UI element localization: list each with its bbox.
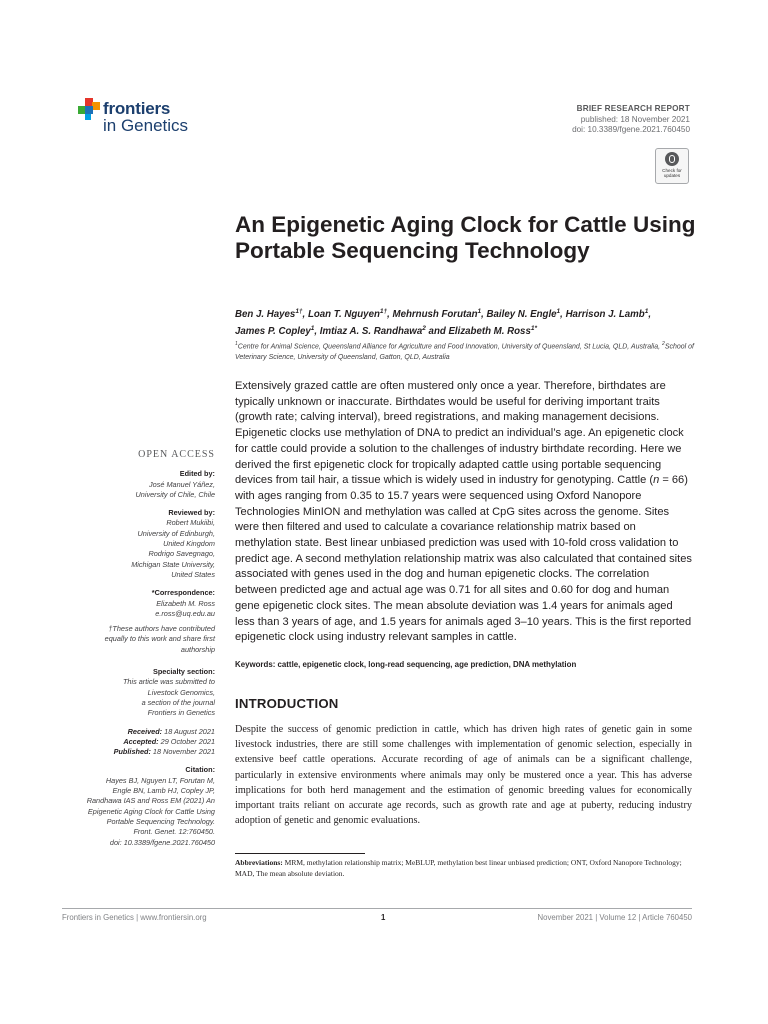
citation-text-line: Front. Genet. 12:760450. [133,827,215,837]
correspondence-heading: *Correspondence: [151,588,215,598]
check-label-1: Check for [662,168,682,173]
article-title: An Epigenetic Aging Clock for Cattle Using Portable Sequencing Technology [235,212,696,263]
correspondence-info-line: Elizabeth M. Ross [156,598,215,608]
reviewer-list-line: United States [171,569,215,579]
received-value: 18 August 2021 [162,726,215,736]
accepted-label: Accepted: [123,736,159,746]
author-affil-sup: 1 [556,308,561,315]
keywords: Keywords: cattle, epigenetic clock, long-read sequencing, age prediction, DNA methylation [235,660,577,669]
specialty-info-line: This article was submitted to [122,677,215,687]
correspondence-info[interactable] [60,599,215,620]
introduction-text: Despite the success of genomic prediction in cattle, which has driven high rates of genetic gain in some livestock industries, there are still some challenges with implementation of genomic selection, especially in extensive beef cattle operations. Accurate recording of age of animals can be a significant challenge, particularly in extensive environments where animals may only be mustered once a year. This has adverse implications for both herd management and the estimation of genomic breeding values for economically important traits reliant on accurate age records, such as growth rate and age at puberty, reducing industry adoption of genetic and genomic evaluations. [235,724,692,827]
citation-text [60,776,215,848]
author-affil-sup: 1 [310,325,315,333]
correspondence-info-line: e.ross@uq.edu.au [155,608,215,618]
citation-text-line: Epigenetic Aging Clock for Cattle Using [87,806,215,816]
footer-journal[interactable]: Frontiers in Genetics | www.frontiersin.org [62,913,207,922]
abstract-n: n [653,474,660,487]
reviewer-list-line: Robert Mukiibi, [166,518,215,528]
introduction-heading: INTRODUCTION [235,696,339,711]
contribution-note-line: equally to this work and share first [104,634,215,644]
published-value: 18 November 2021 [150,747,215,757]
footnote-rule [235,853,365,854]
contribution-note-line: †These authors have contributed [108,624,215,634]
contribution-note-line: authorship [180,644,215,654]
check-for-updates-badge[interactable] [655,148,689,184]
received-label: Received: [127,726,163,736]
doi[interactable]: doi: 10.3389/fgene.2021.760450 [572,125,690,134]
logo-journal-name: in Genetics [103,116,189,135]
editor-list-line: University of Chile, Chile [135,489,215,499]
reviewer-list-line: Rodrigo Savegnago, [148,549,215,559]
article-header-info [572,104,690,136]
author-name[interactable]: Loan T. Nguyen [307,309,380,321]
abstract-part-2: = 66) with ages ranging from 0.35 to 15.7 years were sequenced using Oxford Nanopore Technologies MinION and methylation was called at CpG sites across the genome. Sites were then filtered and used to calculate a covariance relationship matrix based on methylation state. Best linear unbiased prediction was used with 10-fold cross validation to predict age. A second methylation relationship matrix was also calculated that contained sites associated with genes used in the dog and human epigenetic clocks. The correlation between predicted age and actual age was 0.71 for all sites and 0.60 for dog and human gene epigenetic clock sites. The mean absolute deviation was 1.4 years for animals aged less than 3 years of age, and 1.5 years for animals aged 3–10 years. This is the first reported epigenetic clock using industry relevant samples in cattle. [235,474,692,644]
affiliation-1: Centre for Animal Science, Queensland Alliance for Agriculture and Food Innovation, University of Queensland, St Lucia, QLD, Australia, [237,343,661,351]
published-label: Published: [113,747,151,757]
reviewer-list [60,518,215,580]
author-name[interactable]: Mehrnush Forutan [392,309,478,321]
frontiers-logo-icon [78,98,100,122]
affiliation-2: School of Veterinary Science, University of Queensland, Gatton, QLD, Australia [235,343,694,362]
specialty-heading: Specialty section: [152,667,215,677]
citation-text-line: Engle BN, Lamb HJ, Copley JP, [112,786,215,796]
citation-text-line: Portable Sequencing Technology. [106,816,215,826]
citation-text-line: doi: 10.3389/fgene.2021.760450 [109,837,215,847]
edited-by-heading: Edited by: [179,469,215,479]
specialty-info [60,677,215,718]
specialty-info-line: Frontiers in Genetics [147,708,215,718]
reviewer-list-line: University of Edinburgh, [137,528,215,538]
open-access-label: OPEN ACCESS [138,449,215,460]
reviewer-list-line: United Kingdom [163,539,215,549]
reviewed-by-heading: Reviewed by: [168,508,215,518]
author-list: Ben J. Hayes$^{1\dagger}$, Loan T. Nguyen$^{1\dagger}$, Mehrnush Forutan$^1$, Bailey N. Engle$^1$, Harrison J. Lamb$^1$, James P. Copley$^1$, Imtiaz A. S. Randhawa$^2$ and Elizabeth M. Ross$^{1*}$ [235,308,652,338]
affil-sup-1: 1 [235,341,238,347]
received-date [60,727,215,737]
abstract-part-1: Extensively grazed cattle are often mustered only once a year. Therefore, birthdates are typically unknown or inaccurate. Birthdates would be useful for deriving important traits (growth rate; calving interval), breed registrations, and making management decisions. Epigenetic clocks use methylation of DNA to predict an individual’s age. An epigenetic clock for cattle could provide a solution to the challenges of industry birthdate recording. Here we derived the first epigenetic clock for tropically adapted cattle using portable sequencing devices from tail hair, a tissue which is widely used in industry for genotyping. Cattle ( [235,380,684,487]
author-affil-sup: 1* [530,325,537,333]
author-affil-sup: 1† [379,308,388,315]
page-number: 1 [381,913,386,922]
author-name[interactable]: Bailey N. Engle [486,309,557,321]
author-name[interactable]: Elizabeth M. Ross [448,326,531,338]
check-for-updates-icon [665,152,679,166]
abbreviations-text: MRM, methylation relationship matrix; MeBLUP, methylation best linear unbiased prediction; ONT, Oxford Nanopore Technology; MAD, The mean absolute deviation. [235,858,682,878]
author-affil-sup: 1 [644,308,649,315]
specialty-info-line: a section of the journal [141,697,215,707]
affiliations [235,339,705,363]
article-type: BRIEF RESEARCH REPORT [576,104,690,113]
affil-sup-2: 2 [662,341,665,347]
author-affil-sup: 1 [477,308,482,315]
footer-rule [62,908,692,909]
article-sidebar [60,450,215,848]
logo-wordmark: frontiers [103,99,171,118]
published-date-side [60,747,215,757]
citation-heading: Citation: [185,765,215,775]
specialty-info-line: Livestock Genomics, [147,687,215,697]
author-name[interactable]: James P. Copley [235,326,311,338]
author-name[interactable]: Imtiaz A. S. Randhawa [319,326,423,338]
contribution-note [60,624,215,655]
footer-issue: November 2021 | Volume 12 | Article 760450 [537,913,692,922]
abbreviations-label: Abbreviations: [235,858,283,867]
author-name[interactable]: Ben J. Hayes [235,309,296,321]
journal-logo [78,96,218,140]
abstract [235,379,692,646]
citation-text-line: Randhawa IAS and Ross EM (2021) An [86,796,215,806]
editor-list [60,480,215,501]
abbreviations [235,857,692,879]
author-affil-sup: 1† [295,308,303,315]
reviewer-list-line: Michigan State University, [131,559,215,569]
author-name[interactable]: Harrison J. Lamb [565,309,645,321]
check-label-2: updates [663,173,681,178]
accepted-date [60,737,215,747]
published-date: published: 18 November 2021 [580,114,690,124]
citation-text-line: Hayes BJ, Nguyen LT, Forutan M, [105,775,215,785]
author-affil-sup: 2 [422,325,426,333]
accepted-value: 29 October 2021 [158,736,215,746]
editor-list-line: José Manuel Yáñez, [149,479,215,489]
